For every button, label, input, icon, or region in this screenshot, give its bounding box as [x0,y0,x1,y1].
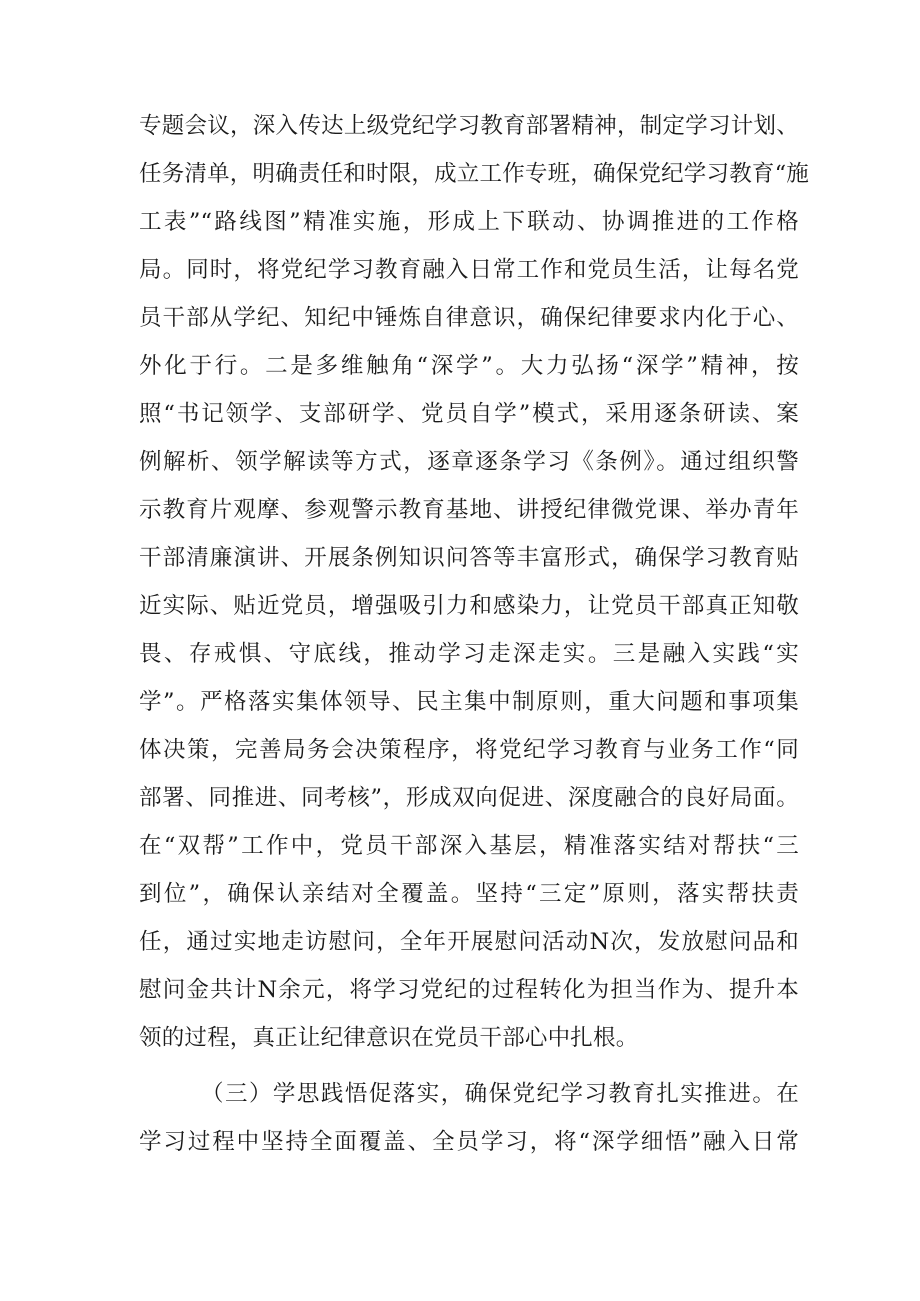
text-line: 局。同时，将党纪学习教育融入日常工作和党员生活，让每名党 [139,257,799,283]
text-line: 部署、同推进、同考核”，形成双向促进、深度融合的良好局面。 [139,785,799,811]
text-line: 例解析、领学解读等方式，逐章逐条学习《条例》。通过组织警 [139,449,799,475]
text-line: 学习过程中坚持全面覆盖、全员学习，将“深学细悟”融入日常 [139,1129,799,1155]
text-line: 体决策，完善局务会决策程序，将党纪学习教育与业务工作“同 [139,737,799,763]
text-line: 在“双帮”工作中，党员干部深入基层，精准落实结对帮扶“三 [139,833,799,859]
text-line: 畏、存戒惧、守底线，推动学习走深走实。三是融入实践“实 [139,641,799,667]
text-line: 到位”，确保认亲结对全覆盖。坚持“三定”原则，落实帮扶责 [139,881,799,907]
text-line: 近实际、贴近党员，增强吸引力和感染力，让党员干部真正知敬 [139,593,799,619]
text-line: 示教育片观摩、参观警示教育基地、讲授纪律微党课、举办青年 [139,497,799,523]
text-line: 照“书记领学、支部研学、党员自学”模式，采用逐条研读、案 [139,401,799,427]
text-line: 工表”“路线图”精准实施，形成上下联动、协调推进的工作格 [139,209,799,235]
text-line: 干部清廉演讲、开展条例知识问答等丰富形式，确保学习教育贴 [139,545,799,571]
text-line: 专题会议，深入传达上级党纪学习教育部署精神，制定学习计划、 [139,113,799,139]
text-line: 任务清单，明确责任和时限，成立工作专班，确保党纪学习教育“施 [139,161,810,187]
text-line: 外化于行。二是多维触角“深学”。大力弘扬“深学”精神，按 [139,353,799,379]
text-line: 任，通过实地走访慰问，全年开展慰问活动N次，发放慰问品和 [139,929,799,955]
text-line: 慰问金共计N余元，将学习党纪的过程转化为担当作为、提升本 [139,977,799,1003]
text-line: 员干部从学纪、知纪中锤炼自律意识，确保纪律要求内化于心、 [139,305,799,331]
section-heading-line: （三）学思践悟促落实，确保党纪学习教育扎实推进。在 [201,1081,799,1107]
text-line: 学”。严格落实集体领导、民主集中制原则，重大问题和事项集 [139,689,799,715]
text-line: 领的过程，真正让纪律意识在党员干部心中扎根。 [139,1025,639,1051]
